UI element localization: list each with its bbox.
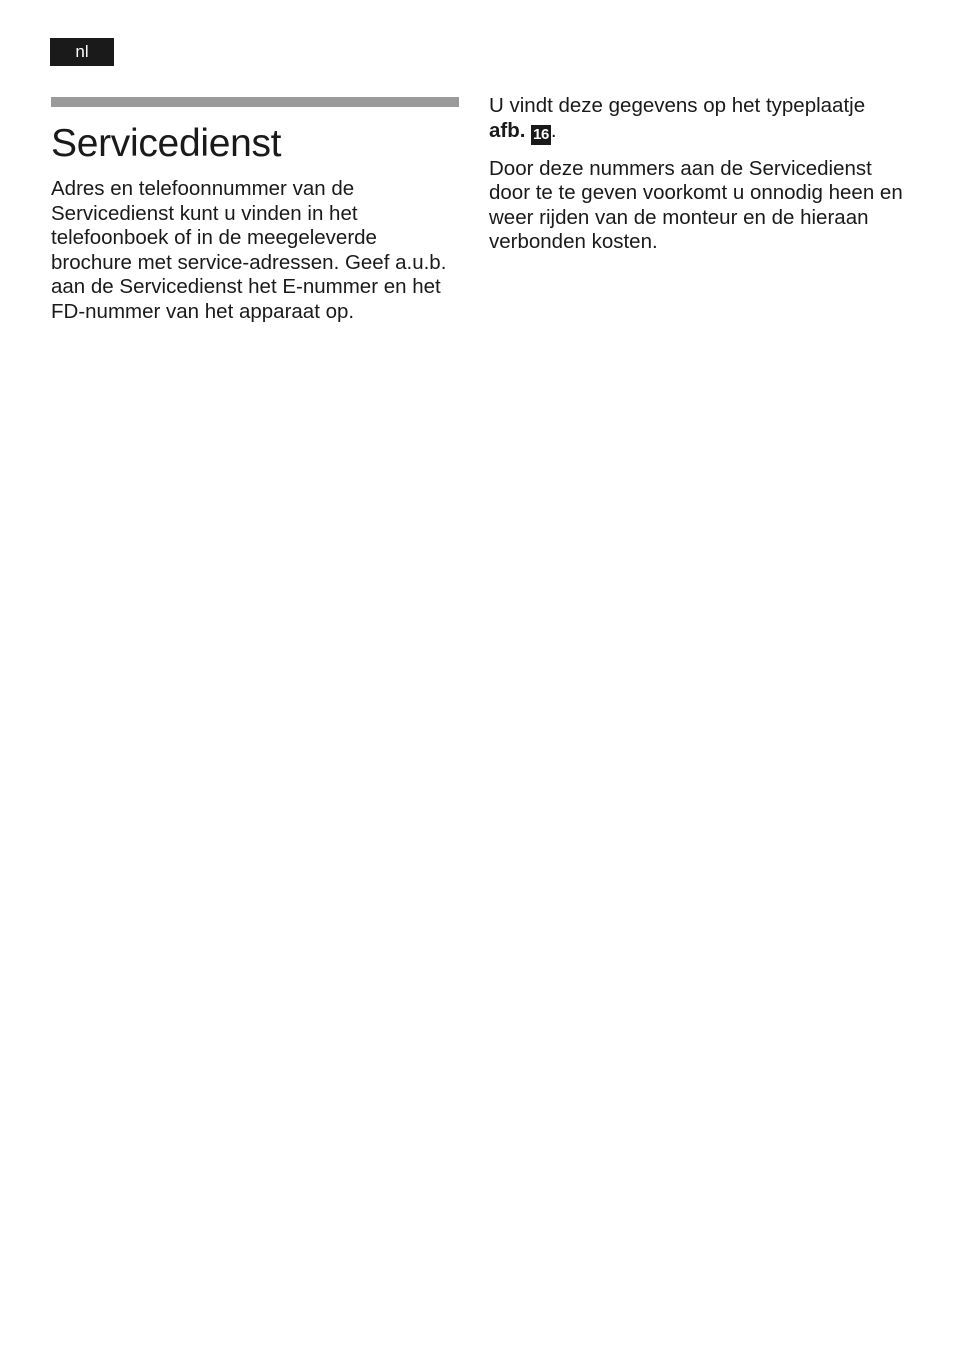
section-rule [51, 97, 459, 107]
type-plate-paragraph [489, 94, 909, 145]
page-title: Servicedienst [51, 122, 282, 165]
cost-saving-paragraph: Door deze nummers aan de Servicedienst door te te geven voorkomt u onnodig heen en weer rijden van de monteur en de hieraan verbonden kosten. [489, 156, 903, 253]
language-tab: nl [50, 38, 114, 66]
figure-number-badge: 16 [533, 125, 549, 143]
left-column [51, 97, 459, 324]
figure-reference-label: afb. [489, 118, 526, 142]
service-address-paragraph: Adres en telefoonnummer van de Servicedienst kunt u vinden in het telefoonboek of in de meegeleverde brochure met service-adressen. Geef a.u.b. aan de Servicedienst het E-nummer en het FD-nummer van het apparaat op. [51, 177, 447, 323]
right-column [489, 94, 909, 255]
sentence-end: . [550, 118, 557, 142]
type-plate-text: U vindt deze gegevens op het typeplaatje [489, 94, 866, 117]
